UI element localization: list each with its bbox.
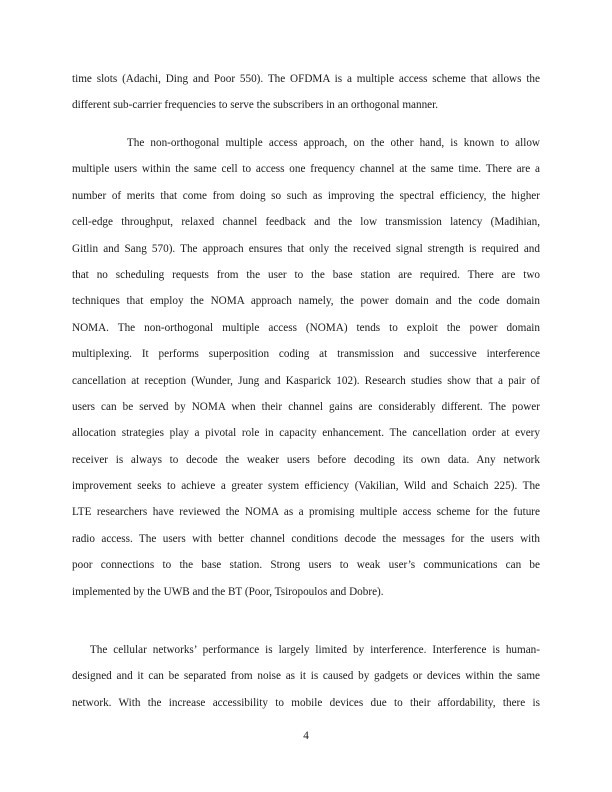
- text-line: poor connections to the base station. Strong users to weak user’s communications can be: [72, 559, 540, 572]
- text-line: The non-orthogonal multiple access approach, on the other hand, is known to allow: [72, 137, 540, 149]
- text-line: number of merits that come from doing so such as improving the spectral efficiency, the higher: [72, 189, 540, 202]
- text-line: different sub-carrier frequencies to serve the subscribers in an orthogonal manner.: [72, 99, 439, 112]
- text-line: time slots (Adachi, Ding and Poor 550). The OFDMA is a multiple access scheme that allows the: [72, 73, 540, 85]
- text-line: LTE researchers have reviewed the NOMA as a promising multiple access scheme for the future: [72, 506, 540, 519]
- text-line: cancellation at reception (Wunder, Jung and Kasparick 102). Research studies show that a pair of: [72, 374, 540, 387]
- text-line: network. With the increase accessibility to mobile devices due to their affordability, there is: [72, 696, 540, 709]
- text-line: improvement seeks to achieve a greater system efficiency (Vakilian, Wild and Schaich 225). The: [72, 480, 540, 493]
- text-line: radio access. The users with better channel conditions decode the messages for the users with: [72, 532, 540, 545]
- text-line: multiplexing. It performs superposition coding at transmission and successive interference: [72, 348, 540, 361]
- text-line: cell-edge throughput, relaxed channel feedback and the low transmission latency (Madihian,: [72, 216, 540, 229]
- paragraph-noma: [72, 130, 540, 605]
- text-line: that no scheduling requests from the user to the base station are required. There are two: [72, 268, 540, 281]
- text-line: designed and it can be separated from noise as it is caused by gadgets or devices within the same: [72, 670, 540, 683]
- paragraph-interference: [72, 637, 540, 716]
- text-line: implemented by the UWB and the BT (Poor, Tsiropoulos and Dobre).: [72, 585, 384, 598]
- text-line: users can be served by NOMA when their channel gains are considerably different. The power: [72, 400, 540, 413]
- paragraph-ofdma: [72, 66, 540, 119]
- text-line: The cellular networks’ performance is largely limited by interference. Interference is human-: [72, 644, 540, 656]
- text-line: Gitlin and Sang 570). The approach ensures that only the received signal strength is required and: [72, 242, 540, 255]
- page-number: 4: [303, 730, 309, 742]
- text-line: receiver is always to decode the weaker users before decoding its own data. Any network: [72, 453, 540, 466]
- text-line: NOMA. The non-orthogonal multiple access (NOMA) tends to exploit the power domain: [72, 321, 540, 334]
- text-line: multiple users within the same cell to access one frequency channel at the same time. There are a: [72, 163, 540, 176]
- text-line: techniques that employ the NOMA approach namely, the power domain and the code domain: [72, 295, 540, 308]
- text-line: allocation strategies play a pivotal role in capacity enhancement. The cancellation order at every: [72, 427, 540, 440]
